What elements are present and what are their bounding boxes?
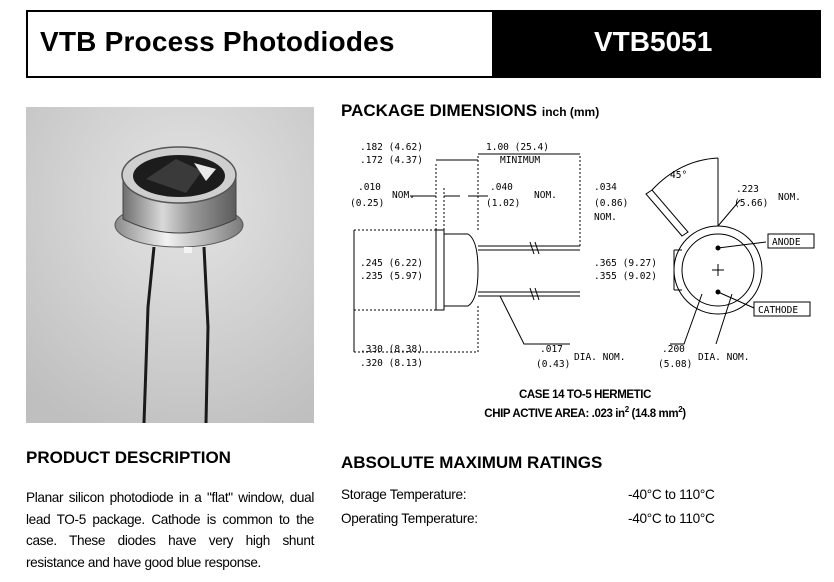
dim-200b: (5.08)	[658, 359, 693, 370]
header-title-box	[28, 12, 492, 76]
package-dimensions-units: inch (mm)	[541, 105, 600, 119]
dim-034a: .034	[594, 182, 617, 193]
dim-nom-4: NOM.	[778, 192, 801, 203]
rating-value-operating: -40°C to 110°C	[628, 511, 715, 526]
rating-label-operating: Operating Temperature:	[341, 511, 478, 526]
package-dimensions-title: PACKAGE DIMENSIONS	[341, 101, 538, 120]
dim-nom-1: NOM.	[392, 190, 415, 201]
case-caption: CASE 14 TO-5 HERMETIC	[519, 389, 651, 401]
rating-value-storage: -40°C to 110°C	[628, 487, 715, 502]
chip-area-sup2: 2	[678, 405, 683, 414]
dim-040b: (1.02)	[486, 198, 521, 209]
page-title: VTB Process Photodiodes	[40, 26, 395, 57]
dim-245: .245 (6.22)	[360, 258, 423, 269]
dim-dia-nom-2: DIA. NOM.	[698, 352, 750, 363]
dim-200a: .200	[662, 344, 685, 355]
dim-223a: .223	[736, 184, 759, 195]
label-cathode: CATHODE	[758, 305, 799, 316]
package-dimensions-heading	[341, 101, 599, 121]
dim-223b: (5.66)	[734, 198, 769, 209]
chip-area-sup1: 2	[624, 405, 629, 414]
dimension-drawing	[340, 130, 834, 380]
dim-017a: .017	[540, 344, 563, 355]
dim-010a: .010	[358, 182, 381, 193]
product-description-text: Planar silicon photodiode in a "flat" window, dual lead TO-5 package. Cathode is common to the case. These diodes have very high shunt resistance and have good blue response.	[26, 490, 314, 570]
chip-area-caption	[340, 405, 830, 420]
dim-235: .235 (5.97)	[360, 271, 423, 282]
dim-dia-nom-1: DIA. NOM.	[574, 352, 626, 363]
dim-182: .182 (4.62)	[360, 142, 423, 153]
dim-365: .365 (9.27)	[594, 258, 657, 269]
chip-area-end: )	[682, 407, 686, 420]
dim-010b: (0.25)	[350, 198, 385, 209]
dim-320: .320 (8.13)	[360, 358, 423, 369]
label-anode: ANODE	[772, 237, 801, 248]
part-number: VTB5051	[594, 26, 713, 57]
product-description-heading: PRODUCT DESCRIPTION	[26, 448, 231, 467]
dim-minimum: MINIMUM	[500, 155, 541, 166]
dim-nom-2: NOM.	[534, 190, 557, 201]
product-photo	[26, 107, 314, 423]
dim-355: .355 (9.02)	[594, 271, 657, 282]
dim-330: .330 (8.38)	[360, 344, 423, 355]
chip-area-prefix: CHIP ACTIVE AREA: .023 in	[484, 407, 625, 420]
dim-172: .172 (4.37)	[360, 155, 423, 166]
absolute-max-ratings-heading: ABSOLUTE MAXIMUM RATINGS	[341, 453, 603, 472]
header-bar	[26, 10, 821, 78]
chip-area-mid: (14.8 mm	[628, 407, 679, 420]
dim-040a: .040	[490, 182, 513, 193]
dim-nom-3: NOM.	[594, 212, 617, 223]
dim-017b: (0.43)	[536, 359, 571, 370]
dim-angle: 45°	[670, 170, 688, 181]
dim-100: 1.00 (25.4)	[486, 142, 549, 153]
dim-034b: (0.86)	[594, 198, 629, 209]
rating-label-storage: Storage Temperature:	[341, 487, 467, 502]
